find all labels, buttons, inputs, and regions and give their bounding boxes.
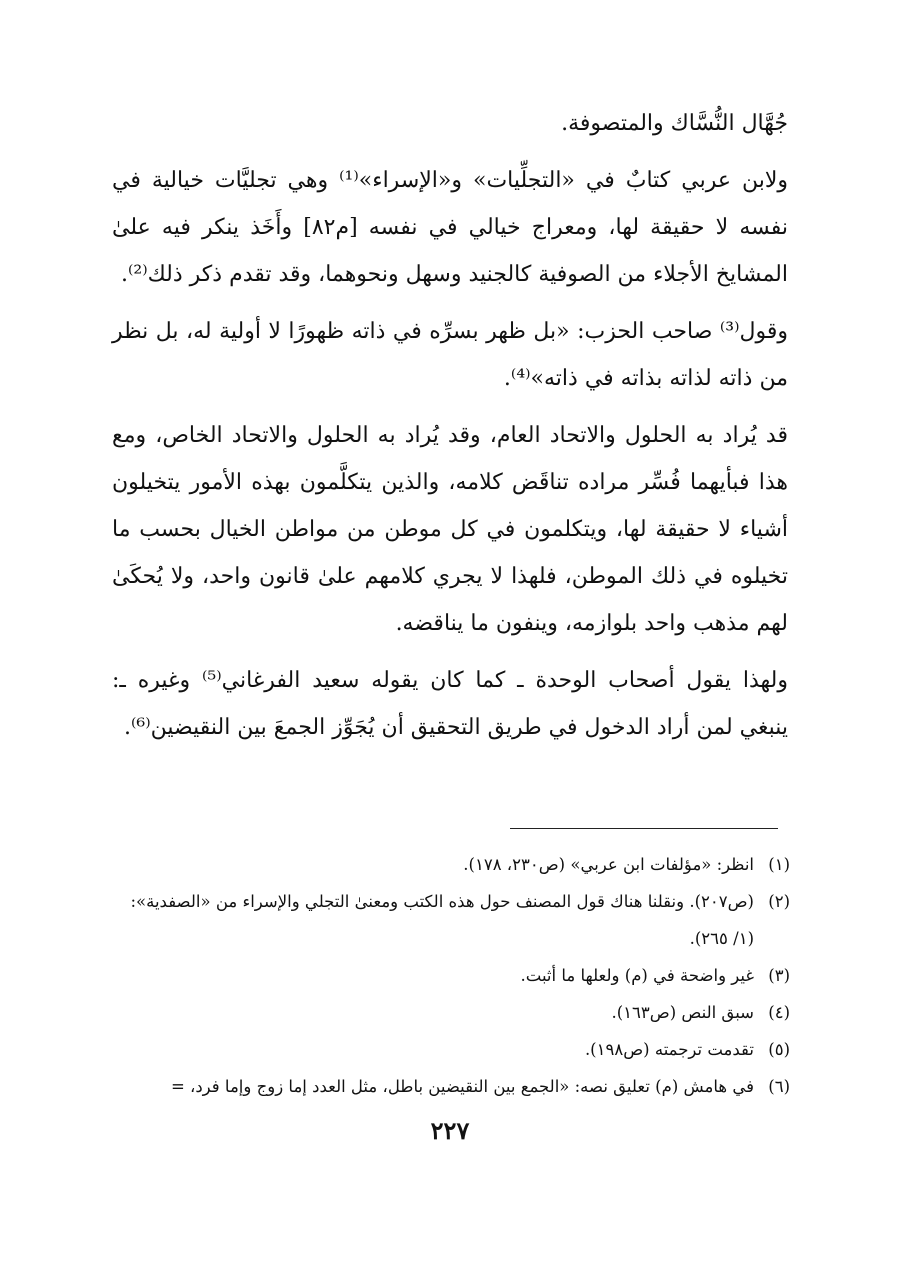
page-number: ٢٢٧: [430, 1116, 470, 1145]
footnote-number: (٢): [768, 892, 790, 911]
footnote-4: [110, 994, 790, 1031]
paragraph-5: ولهذا يقول أصحاب الوحدة ـ كما كان يقوله سعيد الفرغاني⁽⁵⁾ وغيره ـ: ينبغي لمن أراد الدخول في طريق التحقيق أن يُجَوِّز الجمعَ بين النقيضين⁽⁶⁾.: [112, 668, 788, 740]
main-text: [112, 100, 788, 751]
footnote-2: [110, 883, 790, 957]
footnote-text: انظر: «مؤلفات ابن عربي» (ص٢٣٠، ١٧٨).: [463, 855, 754, 874]
footnote-separator: [510, 828, 778, 829]
footnote-number: (٥): [768, 1040, 790, 1059]
footnote-number: (١): [768, 855, 790, 874]
footnote-number: (٤): [768, 1003, 790, 1022]
footnote-5: [110, 1031, 790, 1068]
paragraph-4: قد يُراد به الحلول والاتحاد العام، وقد يُراد به الحلول والاتحاد الخاص، ومع هذا فبأيهما فُسِّر مراده تناقَض كلامه، والذين يتكلَّمون بهذه الأمور يتخيلون أشياء لا حقيقة لها، ويتكلمون في كل موطن من مواطن الخيال بحسب ما تخيلوه في ذلك الموطن، فلهذا لا يجري كلامهم علىٰ قانون واحد، ولا يُحكَىٰ لهم مذهب واحد بلوازمه، وينفون ما يناقضه.: [112, 423, 788, 636]
paragraph-3: وقول⁽³⁾ صاحب الحزب: «بل ظهر بسرِّه في ذاته ظهورًا لا أولية له، بل نظر من ذاته لذاته بذاته في ذاته»⁽⁴⁾.: [112, 319, 788, 391]
footnote-number: (٣): [768, 966, 790, 985]
paragraph-1: جُهَّال النُّسَّاك والمتصوفة.: [561, 111, 788, 136]
footnote-text: غير واضحة في (م) ولعلها ما أثبت.: [520, 966, 754, 985]
footnote-3: [110, 957, 790, 994]
paragraph-2: ولابن عربي كتابٌ في «التجلِّيات» و«الإسراء»⁽¹⁾ وهي تجليَّات خيالية في نفسه لا حقيقة لها، ومعراج خيالي في نفسه [م٨٢] وأَخَذ ينكر فيه علىٰ المشايخ الأجلاء من الصوفية كالجنيد وسهل ونحوهما، وقد تقدم ذكر ذلك⁽²⁾.: [112, 168, 789, 287]
footnotes: [110, 846, 790, 1105]
footnote-6: [110, 1068, 790, 1105]
footnote-text: في هامش (م) تعليق نصه: «الجمع بين النقيضين باطل، مثل العدد إما زوج وإما فرد، =: [170, 1077, 754, 1096]
footnote-number: (٦): [768, 1077, 790, 1096]
footnote-text: (ص٢٠٧). ونقلنا هناك قول المصنف حول هذه الكتب ومعنىٰ التجلي والإسراء من «الصفدية»: (١/ ٢٦٥).: [130, 892, 754, 948]
footnote-text: سبق النص (ص١٦٣).: [611, 1003, 754, 1022]
footnote-text: تقدمت ترجمته (ص١٩٨).: [584, 1040, 754, 1059]
footnote-1: [110, 846, 790, 883]
